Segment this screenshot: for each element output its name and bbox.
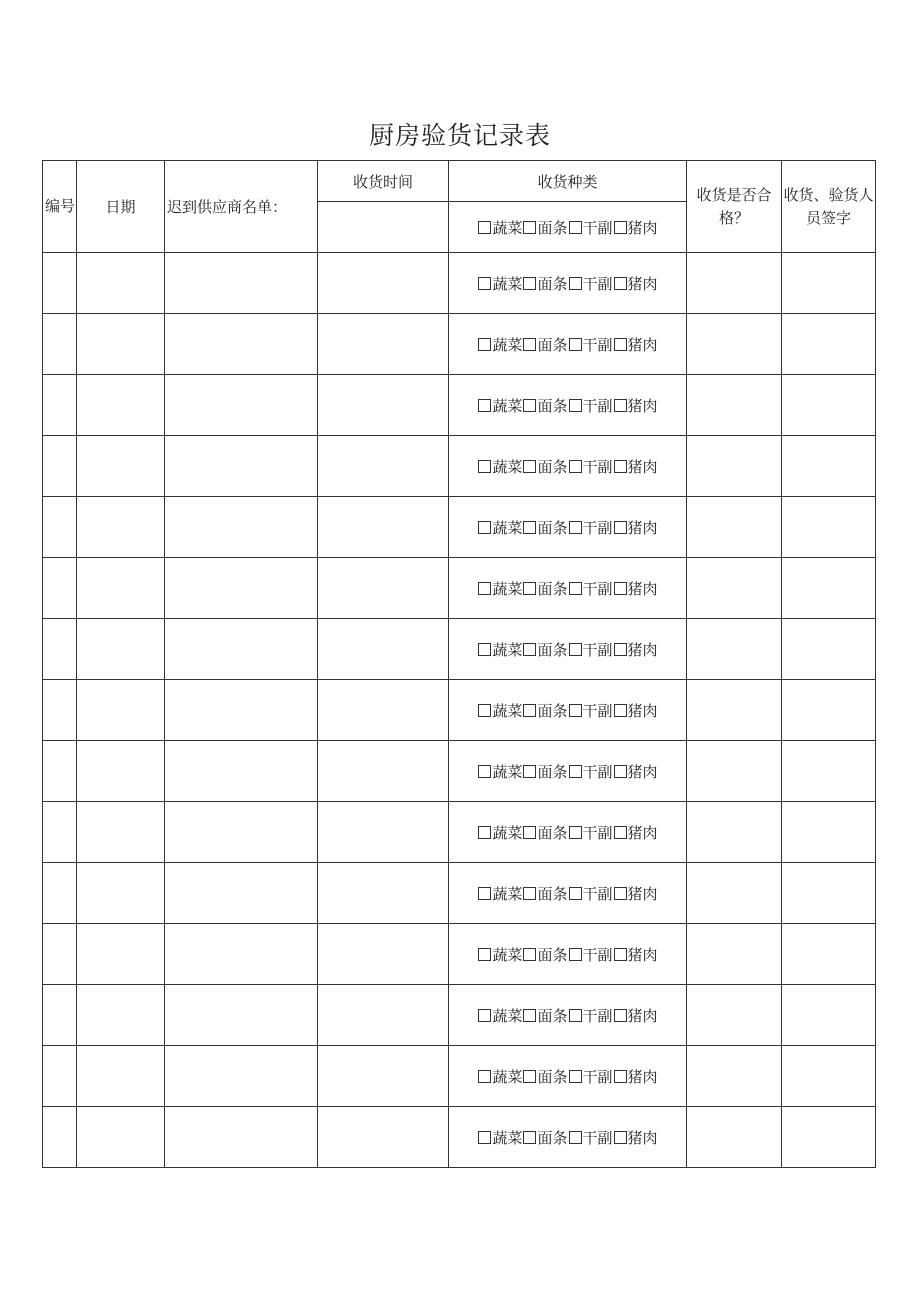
qualified-cell[interactable] [687,619,782,680]
category-option-label: 蔬菜 [492,396,523,415]
number-cell[interactable] [43,1107,77,1168]
signature-cell[interactable] [782,497,876,558]
checkbox-icon[interactable] [569,460,582,473]
inspection-record-table [42,160,876,1168]
checkbox-icon[interactable] [569,221,582,234]
category-option-label: 干副 [582,701,613,720]
category-option-label: 蔬菜 [492,457,523,476]
date-cell[interactable] [77,497,165,558]
signature-cell[interactable] [782,1107,876,1168]
header-receive-time: 收货时间 [318,161,449,202]
category-option-label: 面条 [537,218,568,237]
category-option-label: 干副 [582,518,613,537]
header-category: 收货种类 [449,161,687,202]
supplier-cell[interactable] [165,375,318,436]
number-cell[interactable] [43,314,77,375]
category-option-label: 猪肉 [627,945,658,964]
date-cell[interactable] [77,375,165,436]
checkbox-icon[interactable] [478,887,491,900]
checkbox-icon[interactable] [569,765,582,778]
supplier-cell[interactable] [165,314,318,375]
checkbox-icon[interactable] [478,1070,491,1083]
table-row [43,680,876,741]
date-cell[interactable] [77,985,165,1046]
signature-cell[interactable] [782,863,876,924]
receive-time-cell[interactable] [318,741,449,802]
category-option-label: 面条 [537,945,568,964]
table-row [43,741,876,802]
header-number: 编号 [43,161,77,253]
checkbox-icon[interactable] [569,277,582,290]
category-option-label: 干副 [582,1128,613,1147]
checkbox-icon[interactable] [569,1070,582,1083]
checkbox-icon[interactable] [614,221,627,234]
checkbox-icon[interactable] [569,826,582,839]
qualified-cell[interactable] [687,497,782,558]
category-option-label: 面条 [537,1006,568,1025]
category-option-label: 猪肉 [627,1006,658,1025]
date-cell[interactable] [77,619,165,680]
header-supplier: 迟到供应商名单： [165,161,318,253]
checkbox-icon[interactable] [523,1009,536,1022]
qualified-cell[interactable] [687,1107,782,1168]
table-row [43,497,876,558]
receive-time-cell[interactable] [318,558,449,619]
checkbox-icon[interactable] [478,704,491,717]
supplier-cell[interactable] [165,1046,318,1107]
supplier-cell[interactable] [165,680,318,741]
category-option-label: 蔬菜 [492,218,523,237]
checkbox-icon[interactable] [523,338,536,351]
number-cell[interactable] [43,924,77,985]
checkbox-icon[interactable] [478,826,491,839]
supplier-cell[interactable] [165,497,318,558]
category-option-label: 干副 [582,396,613,415]
checkbox-icon[interactable] [478,765,491,778]
number-cell[interactable] [43,375,77,436]
category-option-label: 猪肉 [627,335,658,354]
checkbox-icon[interactable] [614,887,627,900]
checkbox-icon[interactable] [523,277,536,290]
date-cell[interactable] [77,436,165,497]
checkbox-icon[interactable] [614,460,627,473]
category-option-label: 蔬菜 [492,518,523,537]
category-option-label: 猪肉 [627,1128,658,1147]
category-option-label: 面条 [537,884,568,903]
category-option-label: 猪肉 [627,1067,658,1086]
signature-cell[interactable] [782,924,876,985]
receive-time-cell[interactable] [318,314,449,375]
category-cell [449,375,687,436]
checkbox-icon[interactable] [523,704,536,717]
supplier-cell[interactable] [165,558,318,619]
checkbox-icon[interactable] [614,948,627,961]
signature-cell[interactable] [782,253,876,314]
category-option-label: 面条 [537,823,568,842]
category-option-label: 面条 [537,579,568,598]
receive-time-cell[interactable] [318,619,449,680]
category-cell [449,619,687,680]
category-option-label: 猪肉 [627,884,658,903]
checkbox-icon[interactable] [614,582,627,595]
qualified-cell[interactable] [687,558,782,619]
qualified-cell[interactable] [687,985,782,1046]
category-cell [449,985,687,1046]
category-cell [449,202,687,253]
date-cell[interactable] [77,680,165,741]
checkbox-icon[interactable] [614,1070,627,1083]
category-cell [449,253,687,314]
category-option-label: 干副 [582,579,613,598]
table-row [43,253,876,314]
table-row [43,558,876,619]
number-cell[interactable] [43,253,77,314]
qualified-cell[interactable] [687,375,782,436]
receive-time-cell[interactable] [318,436,449,497]
signature-cell[interactable] [782,375,876,436]
checkbox-icon[interactable] [569,643,582,656]
checkbox-icon[interactable] [523,221,536,234]
supplier-cell[interactable] [165,802,318,863]
checkbox-icon[interactable] [614,643,627,656]
date-cell[interactable] [77,1107,165,1168]
category-option-label: 猪肉 [627,640,658,659]
checkbox-icon[interactable] [523,521,536,534]
qualified-cell[interactable] [687,680,782,741]
date-cell[interactable] [77,253,165,314]
category-cell [449,863,687,924]
receive-time-cell[interactable] [318,985,449,1046]
table-row [43,619,876,680]
category-option-label: 面条 [537,1128,568,1147]
number-cell[interactable] [43,558,77,619]
category-option-label: 干副 [582,945,613,964]
qualified-cell[interactable] [687,253,782,314]
signature-cell[interactable] [782,1046,876,1107]
checkbox-icon[interactable] [614,338,627,351]
category-option-label: 蔬菜 [492,579,523,598]
category-cell [449,924,687,985]
checkbox-icon[interactable] [523,582,536,595]
receive-time-cell[interactable] [318,924,449,985]
category-option-label: 猪肉 [627,396,658,415]
receive-time-cell[interactable] [318,1046,449,1107]
category-option-label: 蔬菜 [492,1067,523,1086]
number-cell[interactable] [43,863,77,924]
checkbox-icon[interactable] [523,1070,536,1083]
table-row [43,802,876,863]
qualified-cell[interactable] [687,924,782,985]
qualified-cell[interactable] [687,741,782,802]
receive-time-cell[interactable] [318,863,449,924]
category-cell [449,1046,687,1107]
table-row [43,1107,876,1168]
checkbox-icon[interactable] [523,948,536,961]
category-option-label: 干副 [582,274,613,293]
category-option-label: 猪肉 [627,579,658,598]
checkbox-icon[interactable] [523,887,536,900]
date-cell[interactable] [77,314,165,375]
checkbox-icon[interactable] [478,643,491,656]
category-option-label: 干副 [582,335,613,354]
category-option-label: 面条 [537,640,568,659]
number-cell[interactable] [43,741,77,802]
category-option-label: 蔬菜 [492,701,523,720]
receive-time-cell[interactable] [318,1107,449,1168]
date-cell[interactable] [77,741,165,802]
receive-time-cell[interactable] [318,680,449,741]
category-option-label: 面条 [537,335,568,354]
category-cell [449,558,687,619]
header-date: 日期 [77,161,165,253]
checkbox-icon[interactable] [569,704,582,717]
category-option-label: 蔬菜 [492,1128,523,1147]
category-option-label: 猪肉 [627,762,658,781]
supplier-cell[interactable] [165,985,318,1046]
category-option-label: 面条 [537,396,568,415]
checkbox-icon[interactable] [478,521,491,534]
checkbox-icon[interactable] [523,765,536,778]
receive-time-cell[interactable] [318,497,449,558]
number-cell[interactable] [43,680,77,741]
date-cell[interactable] [77,802,165,863]
category-cell [449,680,687,741]
table-row [43,375,876,436]
checkbox-icon[interactable] [569,399,582,412]
checkbox-icon[interactable] [478,338,491,351]
checkbox-icon[interactable] [478,582,491,595]
checkbox-icon[interactable] [478,1009,491,1022]
category-option-label: 面条 [537,701,568,720]
checkbox-icon[interactable] [478,1131,491,1144]
checkbox-icon[interactable] [614,1131,627,1144]
category-option-label: 干副 [582,762,613,781]
checkbox-icon[interactable] [523,1131,536,1144]
category-option-label: 面条 [537,274,568,293]
supplier-cell[interactable] [165,253,318,314]
signature-cell[interactable] [782,558,876,619]
checkbox-icon[interactable] [569,1131,582,1144]
supplier-cell[interactable] [165,436,318,497]
category-option-label: 蔬菜 [492,945,523,964]
date-cell[interactable] [77,863,165,924]
signature-cell[interactable] [782,619,876,680]
signature-cell[interactable] [782,985,876,1046]
qualified-cell[interactable] [687,1046,782,1107]
checkbox-icon[interactable] [614,765,627,778]
category-option-label: 蔬菜 [492,823,523,842]
number-cell[interactable] [43,497,77,558]
checkbox-icon[interactable] [478,221,491,234]
category-option-label: 猪肉 [627,823,658,842]
table-row [43,985,876,1046]
category-option-label: 面条 [537,518,568,537]
table-row [43,1046,876,1107]
page-title: 厨房验货记录表 [368,121,551,150]
category-option-label: 面条 [537,762,568,781]
number-cell[interactable] [43,1046,77,1107]
qualified-cell[interactable] [687,314,782,375]
category-option-label: 蔬菜 [492,762,523,781]
category-option-label: 猪肉 [627,518,658,537]
category-option-label: 干副 [582,1067,613,1086]
number-cell[interactable] [43,436,77,497]
category-option-label: 蔬菜 [492,1006,523,1025]
qualified-cell[interactable] [687,802,782,863]
checkbox-icon[interactable] [614,399,627,412]
checkbox-icon[interactable] [523,826,536,839]
date-cell[interactable] [77,1046,165,1107]
category-cell [449,436,687,497]
checkbox-icon[interactable] [614,704,627,717]
table-row [43,314,876,375]
category-option-label: 猪肉 [627,457,658,476]
category-option-label: 干副 [582,884,613,903]
category-option-label: 猪肉 [627,701,658,720]
signature-cell[interactable] [782,741,876,802]
checkbox-icon[interactable] [478,460,491,473]
header-qualified: 收货是否合格？ [687,161,782,253]
category-option-label: 蔬菜 [492,640,523,659]
category-option-label: 猪肉 [627,218,658,237]
qualified-cell[interactable] [687,863,782,924]
date-cell[interactable] [77,558,165,619]
qualified-cell[interactable] [687,436,782,497]
supplier-cell[interactable] [165,619,318,680]
category-option-label: 面条 [537,1067,568,1086]
checkbox-icon[interactable] [478,277,491,290]
receive-time-cell[interactable] [318,375,449,436]
table-row [43,436,876,497]
receive-time-cell[interactable] [318,802,449,863]
checkbox-icon[interactable] [523,399,536,412]
checkbox-icon[interactable] [569,521,582,534]
category-option-label: 蔬菜 [492,884,523,903]
supplier-cell[interactable] [165,741,318,802]
signature-cell[interactable] [782,436,876,497]
receive-time-cell[interactable] [318,202,449,253]
table-row [43,863,876,924]
category-cell [449,1107,687,1168]
number-cell[interactable] [43,619,77,680]
category-cell [449,741,687,802]
header-signature: 收货、验货人员签字 [782,161,876,253]
category-option-label: 面条 [537,457,568,476]
checkbox-icon[interactable] [614,826,627,839]
checkbox-icon[interactable] [478,948,491,961]
checkbox-icon[interactable] [523,460,536,473]
signature-cell[interactable] [782,802,876,863]
signature-cell[interactable] [782,314,876,375]
category-option-label: 干副 [582,1006,613,1025]
checkbox-icon[interactable] [569,887,582,900]
receive-time-cell[interactable] [318,253,449,314]
category-option-label: 干副 [582,823,613,842]
category-option-label: 干副 [582,457,613,476]
number-cell[interactable] [43,985,77,1046]
category-option-label: 蔬菜 [492,274,523,293]
date-cell[interactable] [77,924,165,985]
checkbox-icon[interactable] [523,643,536,656]
checkbox-icon[interactable] [569,1009,582,1022]
checkbox-icon[interactable] [614,521,627,534]
supplier-cell[interactable] [165,863,318,924]
checkbox-icon[interactable] [478,399,491,412]
checkbox-icon[interactable] [614,277,627,290]
supplier-cell[interactable] [165,1107,318,1168]
supplier-cell[interactable] [165,924,318,985]
checkbox-icon[interactable] [614,1009,627,1022]
category-option-label: 蔬菜 [492,335,523,354]
category-cell [449,802,687,863]
category-option-label: 猪肉 [627,274,658,293]
checkbox-icon[interactable] [569,582,582,595]
category-cell [449,314,687,375]
checkbox-icon[interactable] [569,338,582,351]
table-row [43,924,876,985]
category-cell [449,497,687,558]
checkbox-icon[interactable] [569,948,582,961]
category-option-label: 干副 [582,218,613,237]
signature-cell[interactable] [782,680,876,741]
number-cell[interactable] [43,802,77,863]
category-option-label: 干副 [582,640,613,659]
